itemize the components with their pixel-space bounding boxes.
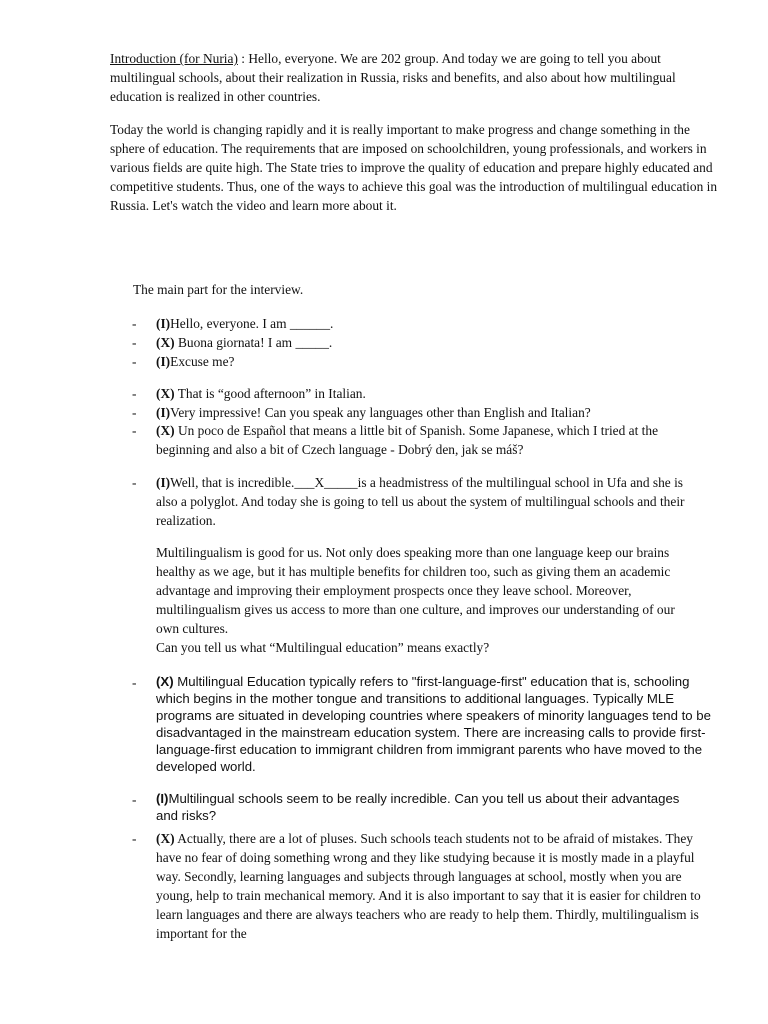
bullet-dash: - xyxy=(132,316,137,331)
bullet-dash: - xyxy=(132,335,137,350)
speaker-label: (X) xyxy=(156,423,175,438)
line-text: Multilingual schools seem to be really incredible. Can you tell us about their advantages and risks? xyxy=(156,791,680,823)
question-text: Can you tell us what “Multilingual education” means exactly? xyxy=(156,640,490,655)
line-text: Buona giornata! I am _____. xyxy=(174,335,333,350)
speaker-label: (X) xyxy=(156,335,175,350)
intro-text: : Hello, everyone. We are 202 group. And today we are going to tell you about multilingual schools, about their realization in Russia, risks and benefits, and also about how multilingual education is realized in other countries. xyxy=(110,51,676,104)
bullet-dash: - xyxy=(132,423,137,438)
list-item-text xyxy=(156,403,716,422)
speaker-label: (X) xyxy=(156,386,175,401)
list-item-text xyxy=(156,421,711,459)
list-item-text xyxy=(156,314,716,333)
bullet-dash: - xyxy=(132,792,137,807)
speaker-label: (I) xyxy=(156,354,171,369)
speaker-label: (I) xyxy=(156,475,171,490)
speaker-label: (X) xyxy=(156,831,175,846)
bullet-dash: - xyxy=(132,354,137,369)
list-item-text xyxy=(156,673,711,775)
list-item-text xyxy=(156,790,686,824)
speaker-label: (X) xyxy=(156,674,174,689)
line-text: Multilingual Education typically refers to "first-language-first" education that is, schooling which begins in the mother tongue and transitions to additional languages. Typically MLE programs are situated in developing countries where speakers of minority languages tend to be disadvantaged in the mainstream education system. There are increasing calls to provide first-language-first education to immigrant children from immigrant parents who have moved to the developed world. xyxy=(156,674,711,774)
intro-heading: Introduction (for Nuria) xyxy=(110,51,238,66)
list-item-text xyxy=(156,333,716,352)
multilingualism-text: Multilingualism is good for us. Not only does speaking more than one language keep our brains healthy as we age, but it has multiple benefits for children too, such as giving them an academic advantage and improving their employment prospects once they leave school. Moreover, multilingualism gives us access to more than one culture, and improves our understanding of our own cultures. xyxy=(156,545,675,636)
multilingualism-paragraph xyxy=(156,543,696,657)
list-item-text xyxy=(156,473,696,530)
main-part-heading: The main part for the interview. xyxy=(133,282,304,297)
line-text: That is “good afternoon” in Italian. xyxy=(174,386,366,401)
bullet-dash: - xyxy=(132,675,137,690)
intro-paragraph xyxy=(110,49,725,106)
list-item-text xyxy=(156,352,716,371)
line-text: Very impressive! Can you speak any languages other than English and Italian? xyxy=(170,405,591,420)
line-text: Actually, there are a lot of pluses. Such schools teach students not to be afraid of mistakes. They have no fear of doing something wrong and they like studying because it is mostly made in a playful way. Secondly, learning languages and subjects through languages at school, mostly when you are young, help to train mechanical memory. And it is also important to say that it is easier for children to learn languages and there are always teachers who are ready to help them. Thirdly, multilingualism is important for the xyxy=(156,831,701,941)
list-item-text xyxy=(156,829,716,943)
speaker-label: (I) xyxy=(156,316,171,331)
speaker-label: (I) xyxy=(156,405,171,420)
bullet-dash: - xyxy=(132,831,137,846)
line-text: Well, that is incredible.___X_____is a headmistress of the multilingual school in Ufa and she is also a polyglot. And today she is going to tell us about the system of multilingual schools and their realization. xyxy=(156,475,685,528)
bullet-dash: - xyxy=(132,475,137,490)
list-item-text xyxy=(156,384,716,403)
line-text: Hello, everyone. I am ______. xyxy=(170,316,334,331)
line-text: Excuse me? xyxy=(170,354,235,369)
line-text: Un poco de Español that means a little bit of Spanish. Some Japanese, which I tried at the beginning and also a bit of Czech language - Dobrý den, jak se máš? xyxy=(156,423,659,457)
context-paragraph: Today the world is changing rapidly and it is really important to make progress and change something in the sphere of education. The requirements that are imposed on schoolchildren, young professionals, and workers in various fields are quite high. The State tries to improve the quality of education and prepare highly educated and competitive students. Thus, one of the ways to achieve this goal was the introduction of multilingual education in Russia. Let's watch the video and learn more about it. xyxy=(110,122,718,213)
bullet-dash: - xyxy=(132,405,137,420)
bullet-dash: - xyxy=(132,386,137,401)
speaker-label: (I) xyxy=(156,791,169,806)
